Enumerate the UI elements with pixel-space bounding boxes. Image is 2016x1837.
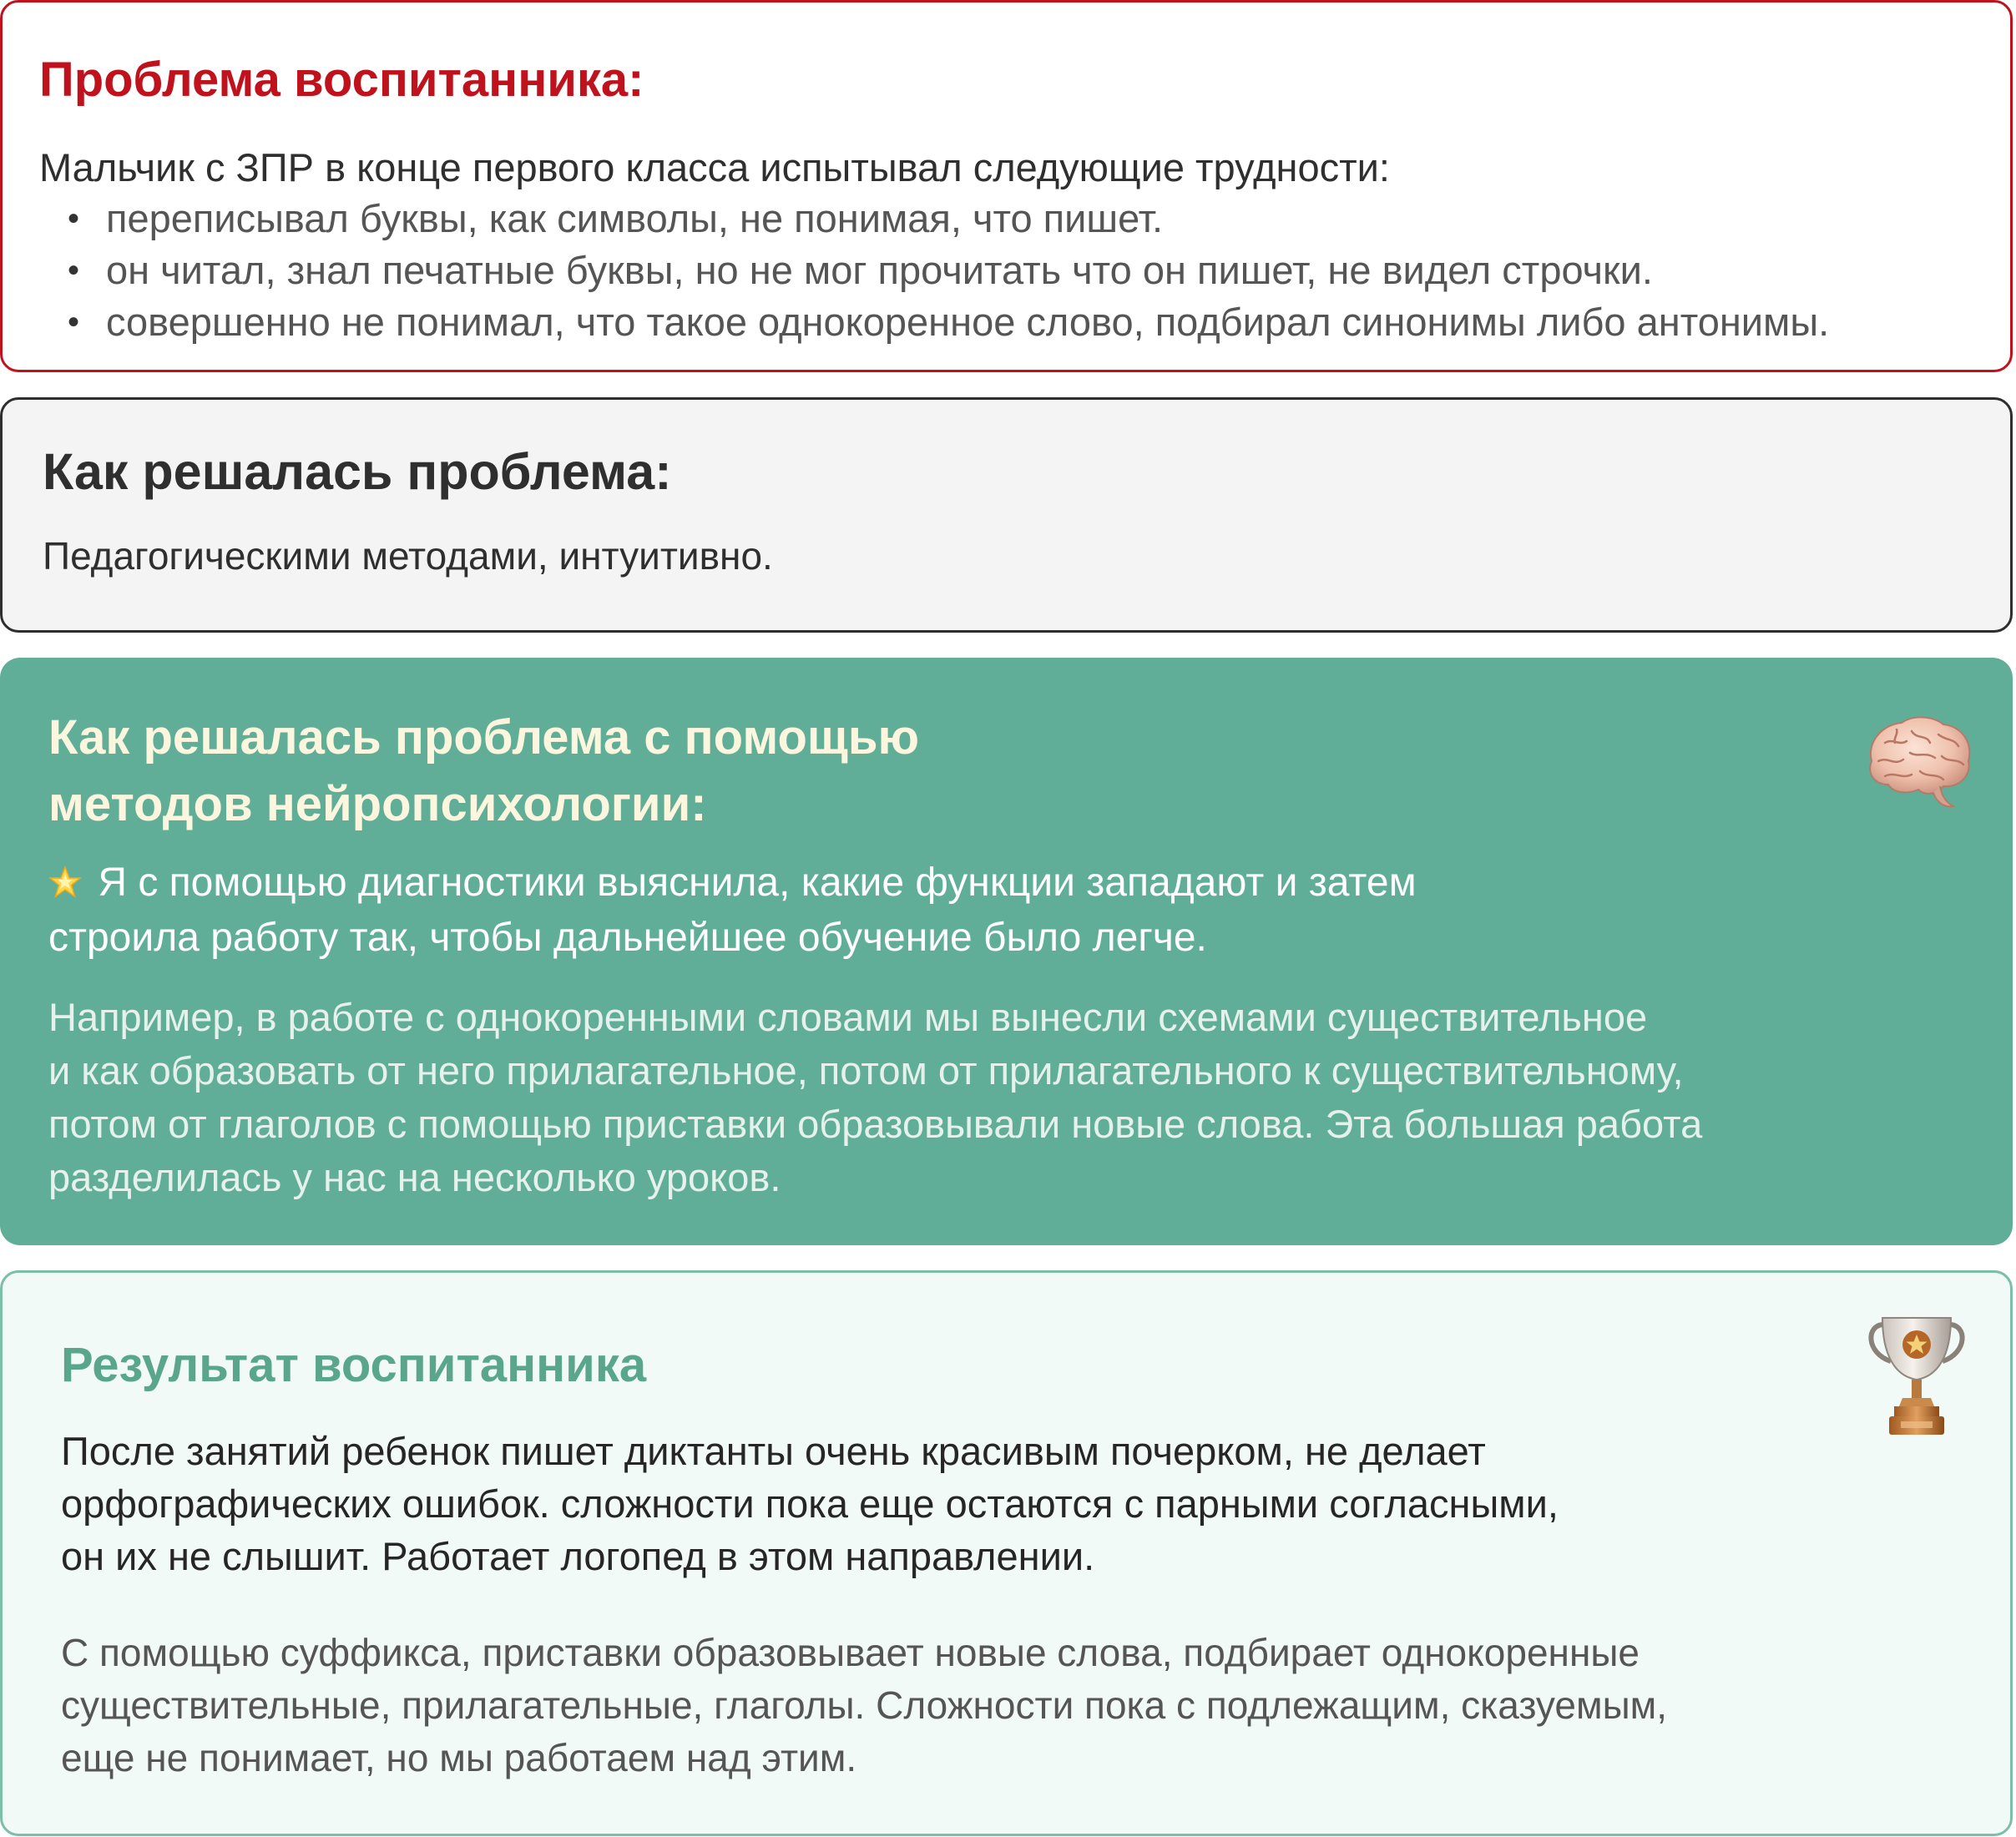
result-title: Результат воспитанника <box>61 1338 647 1392</box>
bullet-icon: • <box>68 252 80 289</box>
problem-list <box>39 193 1829 348</box>
neuro-title-line: Как решалась проблема с помощью <box>48 710 920 765</box>
result-secondary-line: существительные, прилагательные, глаголы. Сложности пока с подлежащим, сказуемым, <box>61 1683 1668 1727</box>
method-body: Педагогическими методами, интуитивно. <box>43 534 773 578</box>
neuro-lead-line: Я с помощью диагностики выяснила, какие функции западают и затем <box>98 860 1417 905</box>
result-secondary <box>61 1627 1897 1784</box>
neuro-card <box>0 658 2013 1245</box>
problem-item-text: совершенно не понимал, что такое однокоренное слово, подбирал синонимы либо антонимы. <box>106 300 1830 344</box>
neuro-lead <box>48 856 1568 964</box>
result-secondary-line: еще не понимает, но мы работаем над этим. <box>61 1736 857 1779</box>
neuro-lead-line: строила работу так, чтобы дальнейшее обучение было легче. <box>48 916 1207 960</box>
neuro-title <box>48 704 1050 838</box>
result-main <box>61 1425 1897 1582</box>
neuro-example-line: Например, в работе с однокоренными словами мы вынесли схемами существительное <box>48 995 1648 1039</box>
result-secondary-line: С помощью суффикса, приставки образовывает новые слова, подбирает однокоренные <box>61 1631 1640 1674</box>
neuro-example-line: и как образовать от него прилагательное, потом от прилагательного к существительному, <box>48 1048 1684 1093</box>
method-title: Как решалась проблема: <box>43 443 672 500</box>
neuro-example-line: потом от глаголов с помощью приставки образовывали новые слова. Эта большая работа <box>48 1102 1703 1146</box>
problem-intro: Мальчик с ЗПР в конце первого класса испытывал следующие трудности: <box>39 145 1390 189</box>
result-main-line: орфографических ошибок. сложности пока еще остаются с парными согласными, <box>61 1481 1559 1526</box>
problem-item-text: переписывал буквы, как символы, не понимая, что пишет. <box>106 196 1164 240</box>
result-main-line: После занятий ребенок пишет диктанты очень красивым почерком, не делает <box>61 1429 1486 1473</box>
problem-item-text: он читал, знал печатные буквы, но не мог прочитать что он пишет, не видел строчки. <box>106 248 1653 292</box>
problem-list-item <box>39 193 1829 245</box>
result-main-line: он их не слышит. Работает логопед в этом направлении. <box>61 1534 1095 1578</box>
trophy-icon <box>1862 1313 1971 1442</box>
problem-card <box>0 0 2013 372</box>
neuro-title-line: методов нейропсихологии: <box>48 777 707 831</box>
problem-title: Проблема воспитанника: <box>39 53 644 107</box>
neuro-example <box>48 991 1968 1204</box>
problem-list-item <box>39 245 1829 296</box>
star-icon <box>48 859 82 911</box>
method-card <box>0 397 2013 633</box>
bullet-icon: • <box>68 200 80 237</box>
neuro-example-line: разделилась у нас на несколько уроков. <box>48 1155 781 1199</box>
result-card <box>0 1270 2013 1836</box>
brain-icon <box>1860 709 1977 810</box>
problem-list-item <box>39 296 1829 348</box>
bullet-icon: • <box>68 304 80 341</box>
